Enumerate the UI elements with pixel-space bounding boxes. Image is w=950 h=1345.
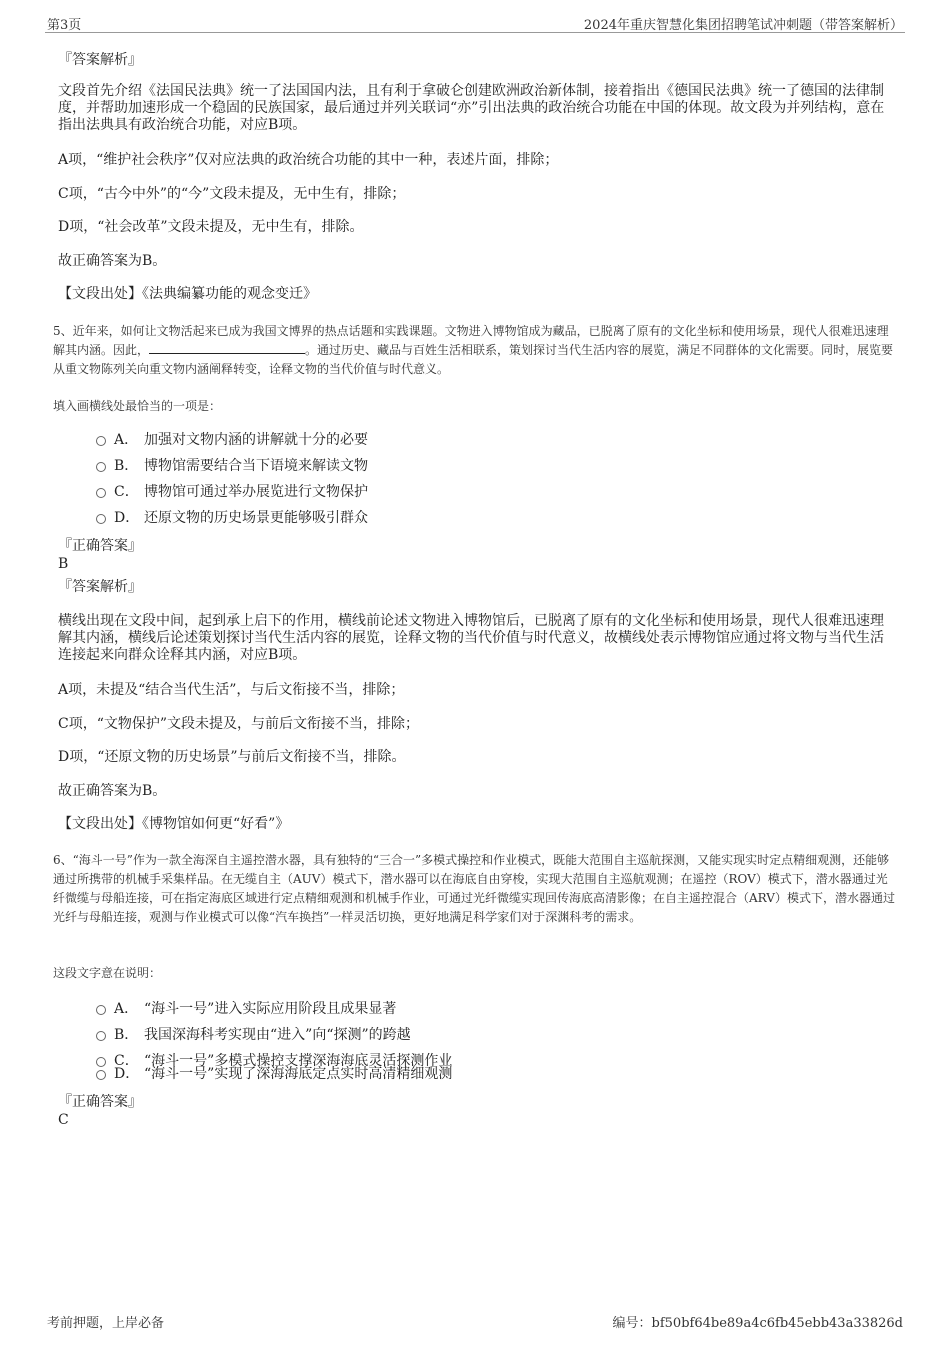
footer-slogan: 考前押题，上岸必备: [47, 1316, 165, 1331]
q6-answer-label: 『正确答案』: [58, 1094, 142, 1110]
radio-icon[interactable]: [96, 1070, 106, 1080]
footer-id: 编号：bf50bf64be89a4c6fb45ebb43a33826d: [612, 1316, 903, 1331]
q5-conclusion: 故正确答案为B。: [58, 783, 167, 799]
radio-icon[interactable]: [96, 1005, 106, 1015]
document-title: 2024年重庆智慧化集团招聘笔试冲刺题（带答案解析）: [583, 18, 903, 33]
q6-option-a[interactable]: A． “海斗一号”进入实际应用阶段且成果显著: [96, 1001, 396, 1018]
radio-icon[interactable]: [96, 514, 106, 524]
q6-stem: 6、“海斗一号”作为一款全海深自主遥控潜水器，具有独特的“三合一”多模式操控和作业模式，既能大范围自主巡航探测，又能实现实时定点精细观测，还能够通过所携带的机械手采集样品。在无缆自主（AUV）模式下，潜水器可以在海底自由穿梭，实现大范围自主巡航观测；在遥控（ROV）模式下，潜水器通过光纤微缆与母船连接，可在指定海底区域进行定点精细观测和机械手作业，可通过光纤微缆实现回传海底高清影像；在自主遥控混合（ARV）模式下，潜水器通过光纤与母船连接，观测与作业模式可以像“汽车换挡”一样灵活切换，更好地满足科学家们对于深渊科考的需求。: [53, 853, 895, 924]
radio-icon[interactable]: [96, 462, 106, 472]
q4-conclusion: 故正确答案为B。: [58, 253, 167, 269]
q5-source: 【文段出处】《博物馆如何更“好看”》: [58, 816, 290, 832]
q5-prompt: 填入画横线处最恰当的一项是：: [53, 399, 222, 413]
q5-answer: B: [58, 556, 69, 572]
q4-source: 【文段出处】《法典编纂功能的观念变迁》: [58, 286, 317, 302]
q6-prompt: 这段文字意在说明：: [53, 966, 162, 980]
q4-option-d-note: D项，“社会改革”文段未提及，无中生有，排除。: [58, 219, 364, 235]
q5-option-d-note: D项，“还原文物的历史场景”与前后文衔接不当，排除。: [58, 749, 406, 765]
q5-option-c[interactable]: C． 博物馆可通过举办展览进行文物保护: [96, 484, 368, 501]
q5-answer-label: 『正确答案』: [58, 538, 142, 554]
q6-option-d[interactable]: D． “海斗一号”实现了深海海底定点实时高清精细观测: [96, 1066, 452, 1083]
q5-stem: 5、近年来，如何让文物活起来已成为我国文博界的热点话题和实践课题。文物进入博物馆成为藏品，已脱离了原有的文化坐标和使用场景，现代人很难迅速理解其内涵。因此， 。通过历史、藏品与百姓生活相联系，策划探讨当代生活内容的展览，满足不同群体的文化需要。同时，展览要从重文物陈列关向重文物内涵阐释转变，诠释文物的当代价值与时代意义。: [53, 324, 894, 376]
q5-analysis-label: 『答案解析』: [58, 579, 142, 595]
q4-analysis: 文段首先介绍《法国民法典》统一了法国国内法，且有利于拿破仑创建欧洲政治新体制，接着指出《德国民法典》统一了德国的法律制度，并帮助加速形成一个稳固的民族国家，最后通过并列关联词“亦”引出法典的政治统合功能在中国的体现。故文段为并列结构，意在指出法典具有政治统合功能，对应B项。: [58, 83, 885, 133]
q6-option-b[interactable]: B． 我国深海科考实现由“进入”向“探测”的跨越: [96, 1027, 411, 1044]
q4-option-a-note: A项，“维护社会秩序”仅对应法典的政治统合功能的其中一种，表述片面，排除；: [58, 152, 559, 168]
page-header: [45, 14, 905, 33]
page-number: 第3页: [47, 18, 82, 33]
q6-answer: C: [58, 1112, 69, 1128]
q4-option-c-note: C项，“古今中外”的“今”文段未提及，无中生有，排除；: [58, 186, 406, 202]
q5-option-d[interactable]: D． 还原文物的历史场景更能够吸引群众: [96, 510, 368, 527]
fill-blank: [149, 341, 305, 354]
radio-icon[interactable]: [96, 436, 106, 446]
q5-analysis: 横线出现在文段中间，起到承上启下的作用，横线前论述文物进入博物馆后，已脱离了原有的文化坐标和使用场景，现代人很难迅速理解其内涵，横线后论述策划探讨当代生活内容的展览，诠释文物的当代价值与时代意义，故横线处表示博物馆应通过将文物与当代生活连接起来向群众诠释其内涵，对应B项。: [58, 613, 884, 663]
q4-analysis-label: 『答案解析』: [58, 52, 142, 68]
q5-option-a[interactable]: A． 加强对文物内涵的讲解就十分的必要: [96, 432, 368, 449]
q5-option-a-note: A项，未提及“结合当代生活”，与后文衔接不当，排除；: [58, 682, 405, 698]
radio-icon[interactable]: [96, 1031, 106, 1041]
q5-option-c-note: C项，“文物保护”文段未提及，与前后文衔接不当，排除；: [58, 716, 420, 732]
q6-option-c[interactable]: C． “海斗一号”多模式操控支撑深海海底灵活探测作业: [96, 1053, 452, 1070]
radio-icon[interactable]: [96, 488, 106, 498]
q5-option-b[interactable]: B． 博物馆需要结合当下语境来解读文物: [96, 458, 368, 475]
